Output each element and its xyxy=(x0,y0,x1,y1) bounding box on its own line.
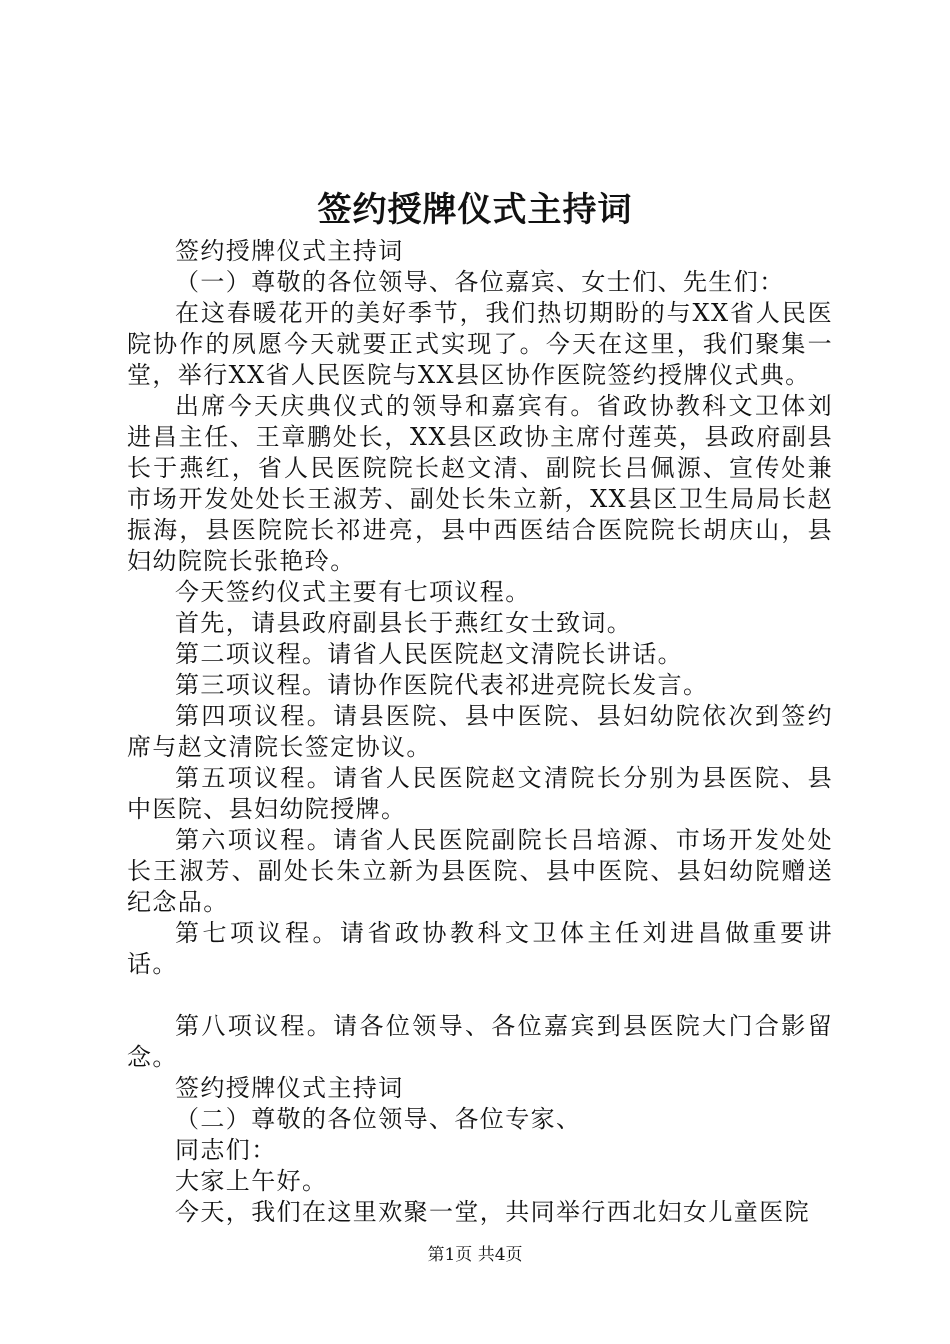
paragraph: （二）尊敬的各位领导、各位专家、 xyxy=(175,1105,582,1133)
paragraph: 第三项议程。请协作医院代表祁进亮院长发言。 xyxy=(175,671,709,699)
paragraph: 在这春暖花开的美好季节，我们热切期盼的与XX省人民医院协作的夙愿今天就要正式实现了。今天在这里，我们聚集一堂，举行XX省人民医院与XX县区协作医院签约授牌仪式典。 xyxy=(127,299,833,389)
paragraph: 签约授牌仪式主持词 xyxy=(175,237,404,265)
paragraph: 同志们： xyxy=(175,1136,277,1164)
document-title: 签约授牌仪式主持词 xyxy=(317,190,633,230)
paragraph: 第七项议程。请省政协教科文卫体主任刘进昌做重要讲话。 xyxy=(127,919,833,978)
paragraph: （一）尊敬的各位领导、各位嘉宾、女士们、先生们： xyxy=(175,268,785,296)
paragraph: 第二项议程。请省人民医院赵文清院长讲话。 xyxy=(175,640,683,668)
paragraph: 第六项议程。请省人民医院副院长吕培源、市场开发处处长王淑芳、副处长朱立新为县医院、县中医院、县妇幼院赠送纪念品。 xyxy=(127,826,833,916)
paragraph: 第八项议程。请各位领导、各位嘉宾到县医院大门合影留念。 xyxy=(127,1012,833,1071)
paragraph: 签约授牌仪式主持词 xyxy=(175,1074,404,1102)
paragraph: 出席今天庆典仪式的领导和嘉宾有。省政协教科文卫体刘进昌主任、王章鹏处长，XX县区政协主席付莲英，县政府副县长于燕红，省人民医院院长赵文清、副院长吕佩源、宣传处兼市场开发处处长王淑芳、副处长朱立新，XX县区卫生局局长赵振海，县医院院长祁进亮，县中西医结合医院院长胡庆山，县妇幼院院长张艳玲。 xyxy=(127,392,833,575)
document-body xyxy=(127,236,833,1228)
paragraph: 第四项议程。请县医院、县中医院、县妇幼院依次到签约席与赵文清院长签定协议。 xyxy=(127,702,833,761)
paragraph: 大家上午好。 xyxy=(175,1167,328,1195)
paragraph: 今天签约仪式主要有七项议程。 xyxy=(175,578,531,606)
paragraph: 第五项议程。请省人民医院赵文清院长分别为县医院、县中医院、县妇幼院授牌。 xyxy=(127,764,833,823)
page-footer: 第1页 共4页 xyxy=(427,1245,523,1265)
paragraph: 今天，我们在这里欢聚一堂，共同举行西北妇女儿童医院 xyxy=(175,1198,810,1226)
paragraph: 首先，请县政府副县长于燕红女士致词。 xyxy=(175,609,633,637)
